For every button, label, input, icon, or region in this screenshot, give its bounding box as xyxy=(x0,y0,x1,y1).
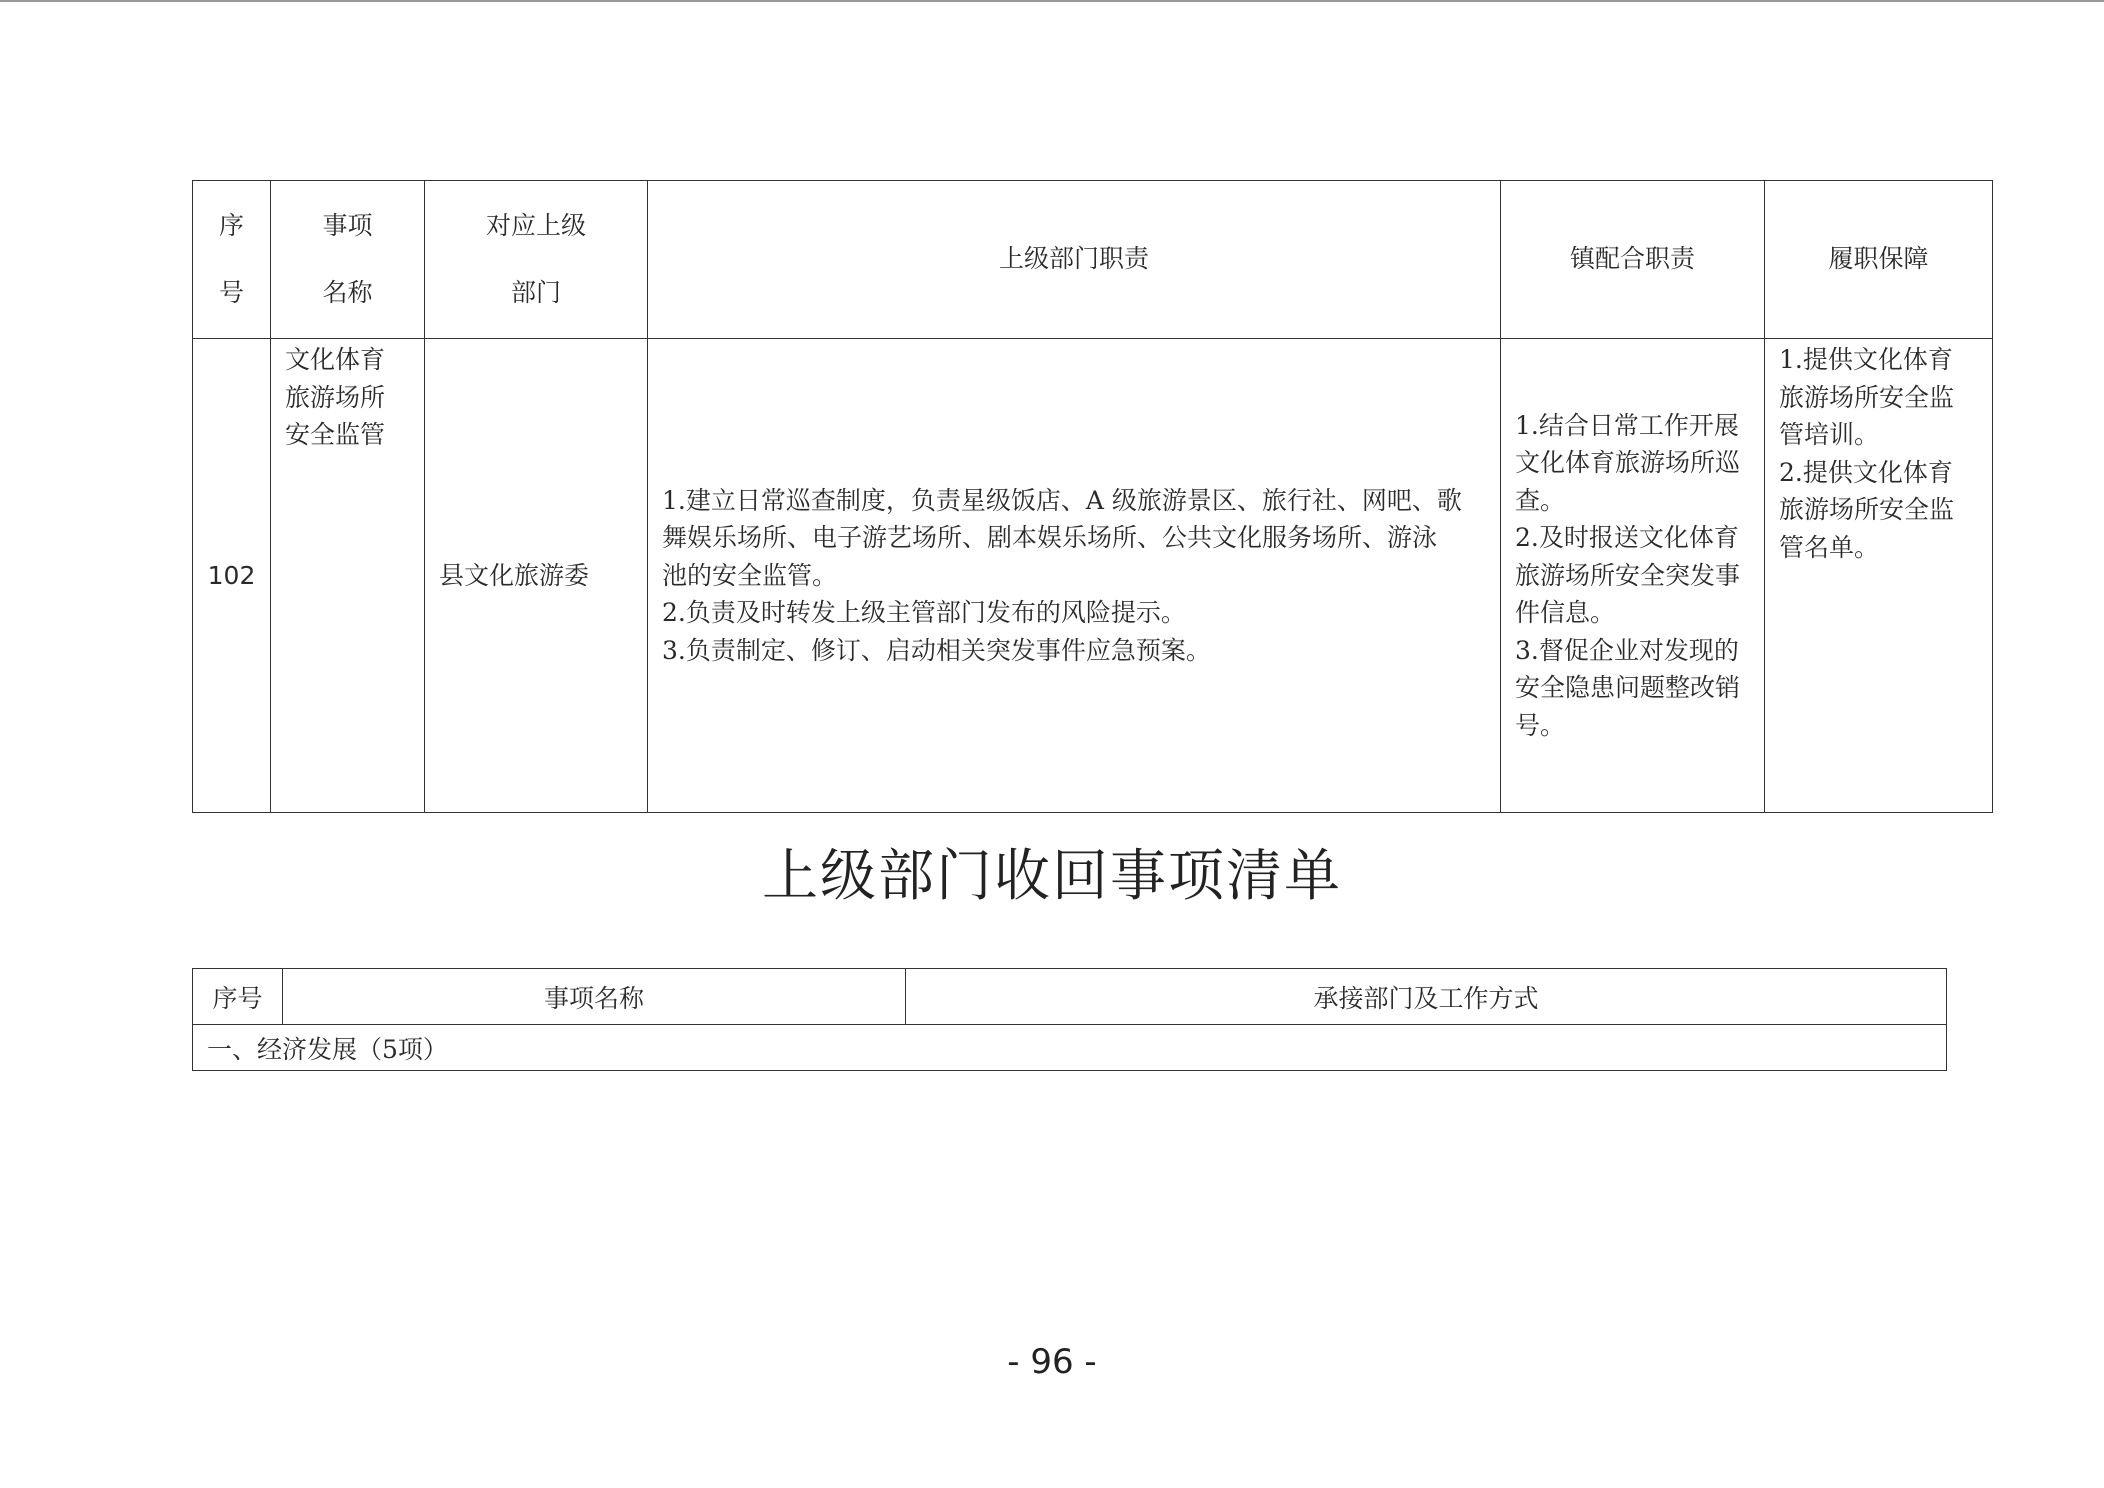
recalled-items-table xyxy=(192,968,1947,1071)
header-town-duty: 镇配合职责 xyxy=(1501,181,1765,339)
top-border-rule xyxy=(0,0,2104,2)
header-seq: 序 号 xyxy=(193,181,271,339)
row-town-duty: 1.结合日常工作开展 文化体育旅游场所巡 查。 2.及时报送文化体育 旅游场所安全突发事 件信息。 3.督促企业对发现的 安全隐患问题整改销 号。 xyxy=(1501,339,1765,813)
header-item-name: 事项名称 xyxy=(283,969,906,1025)
table-header-row xyxy=(193,181,1993,339)
row-item-name: 文化体育 旅游场所 安全监管 xyxy=(271,339,425,813)
row-guarantee: 1.提供文化体育 旅游场所安全监 管培训。 2.提供文化体育 旅游场所安全监 管名单。 xyxy=(1765,339,1993,813)
header-superior-dept: 对应上级 部门 xyxy=(425,181,648,339)
header-seq: 序号 xyxy=(193,969,283,1025)
header-item-name: 事项 名称 xyxy=(271,181,425,339)
section-heading-economic: 一、经济发展（5项） xyxy=(193,1025,1947,1071)
row-superior-dept: 县文化旅游委 xyxy=(425,339,648,813)
row-superior-duty: 1.建立日常巡查制度，负责星级饭店、A 级旅游景区、旅行社、网吧、歌 舞娱乐场所、电子游艺场所、剧本娱乐场所、公共文化服务场所、游泳 池的安全监管。 2.负责及时转发上级主管部门发布的风险提示。 3.负责制定、修订、启动相关突发事件应急预案。 xyxy=(648,339,1501,813)
section-row xyxy=(193,1025,1947,1071)
table-row xyxy=(193,339,1993,813)
section-title: 上级部门收回事项清单 xyxy=(762,844,1342,909)
header-superior-duty: 上级部门职责 xyxy=(648,181,1501,339)
table-header-row xyxy=(193,969,1947,1025)
header-guarantee: 履职保障 xyxy=(1765,181,1993,339)
page-number: - 96 - xyxy=(1007,1342,1097,1382)
row-seq: 102 xyxy=(193,339,271,813)
responsibility-table xyxy=(192,180,1993,813)
header-receiving-dept: 承接部门及工作方式 xyxy=(906,969,1947,1025)
